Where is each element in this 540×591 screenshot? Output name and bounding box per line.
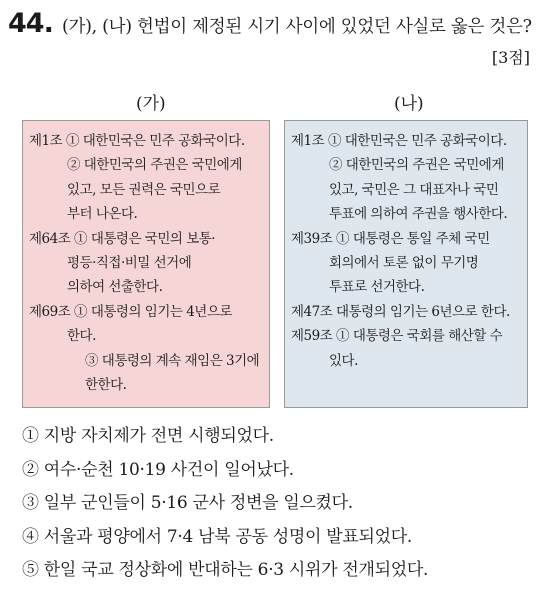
article-line: 회의에서 토론 없이 무기명 [329, 255, 479, 272]
article-line: ③ 대통령의 계속 재임은 3기에 [85, 352, 260, 369]
panel-label-na: (나) [394, 94, 424, 114]
article-line: ② 대한민국의 주권은 국민에게 [67, 157, 242, 174]
article-line: 한다. [67, 328, 96, 345]
article-line: 제69조 ① 대통령의 임기는 4년으로 [29, 303, 232, 320]
constitution-box-na [284, 120, 528, 408]
question-number: 44. [8, 8, 53, 39]
question-text: (가), (나) 헌법이 제정된 시기 사이에 있었던 사실로 옳은 것은? [61, 17, 532, 37]
article-line: 제39조 ① 대통령은 통일 주체 국민 [291, 230, 490, 247]
answer-choices [22, 420, 428, 588]
article-line: 있고, 모든 권력은 국민으로 [67, 181, 221, 198]
article-line: 투표로 선거한다. [329, 279, 425, 296]
article-line: 제64조 ① 대통령은 국민의 보통· [29, 230, 216, 247]
answer-choice-2[interactable]: ② 여수·순천 10·19 사건이 일어났다. [22, 459, 294, 480]
question-header [8, 8, 532, 39]
constitution-box-ga [22, 120, 270, 408]
article-line: 한한다. [85, 377, 127, 394]
article-line: 있다. [329, 352, 358, 369]
answer-choice-4[interactable]: ④ 서울과 평양에서 7·4 남북 공동 성명이 발표되었다. [22, 526, 412, 547]
article-line: 있고, 국민은 그 대표자나 국민 [329, 181, 499, 198]
answer-choice-3[interactable]: ③ 일부 군인들이 5·16 군사 정변을 일으켰다. [22, 493, 353, 513]
article-line: 부터 나온다. [67, 206, 138, 223]
question-points: [3점] [491, 48, 530, 67]
article-line: 평등·직접·비밀 선거에 [67, 255, 192, 272]
article-line: ② 대한민국의 주권은 국민에게 [329, 157, 504, 174]
article-line: 제47조 대통령의 임기는 6년으로 한다. [291, 303, 510, 320]
article-line: 제1조 ① 대한민국은 민주 공화국이다. [291, 133, 507, 149]
article-line: 제1조 ① 대한민국은 민주 공화국이다. [29, 133, 245, 149]
answer-choice-1[interactable]: ① 지방 자치제가 전면 시행되었다. [22, 426, 274, 446]
panel-label-ga: (가) [136, 94, 166, 114]
article-line: 제59조 ① 대통령은 국회를 해산할 수 [291, 328, 503, 345]
article-line: 투표에 의하여 주권을 행사한다. [329, 206, 508, 223]
answer-choice-5[interactable]: ⑤ 한일 국교 정상화에 반대하는 6·3 시위가 전개되었다. [22, 560, 429, 580]
article-line: 의하여 선출한다. [67, 279, 163, 296]
